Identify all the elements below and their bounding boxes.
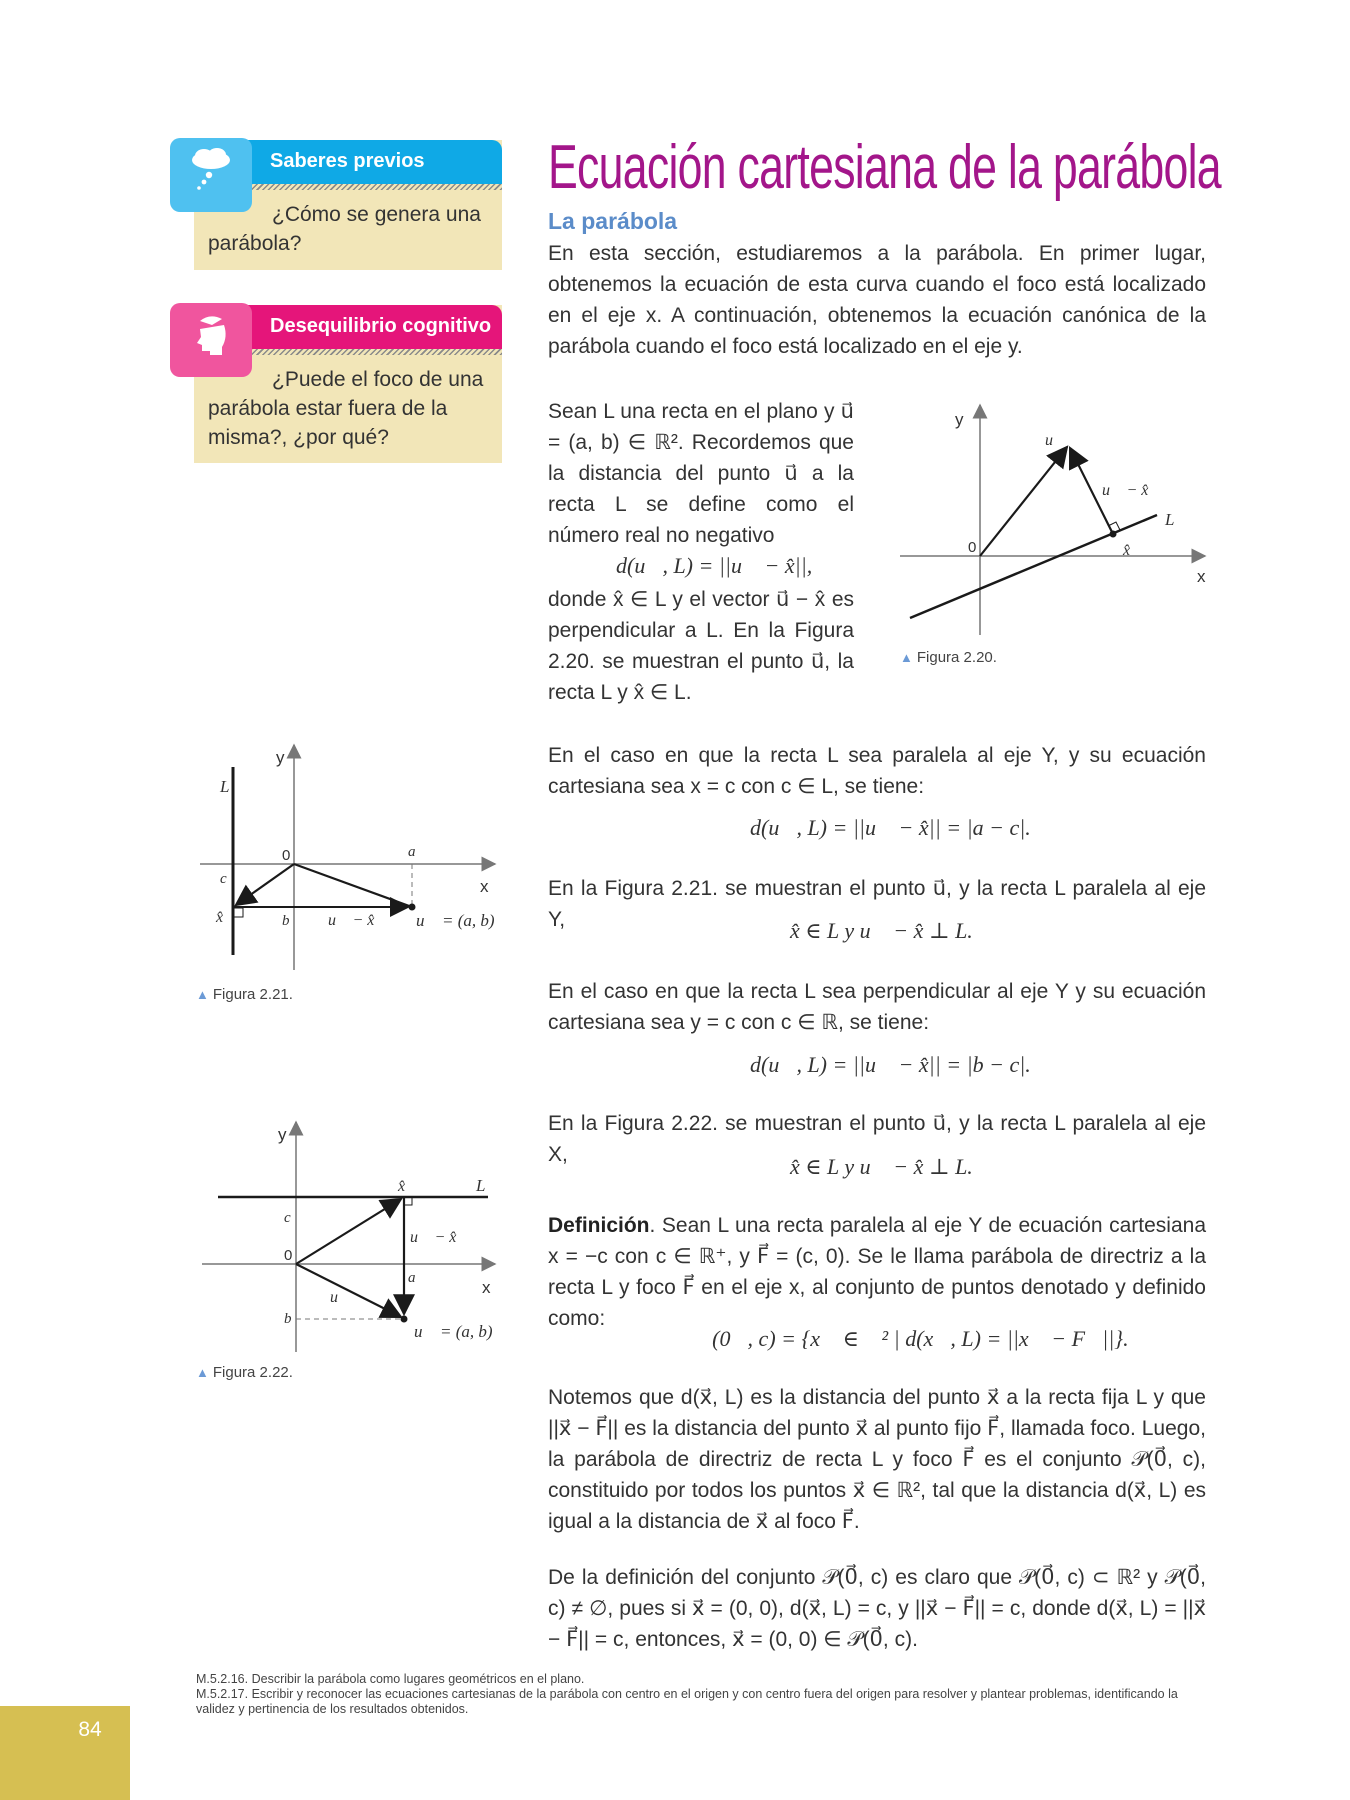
caption-text: Figura 2.21. (212, 986, 293, 1003)
definition-label: Definición (548, 1214, 650, 1237)
case-perpendicular-y-paragraph: En el caso en que la recta L sea perpendicular al eje Y y su ecuación cartesiana sea y = c con c ∈ ℝ, se tiene: (548, 980, 1206, 1034)
desequilibrio-cognitivo-box (194, 305, 502, 463)
label-y: y (278, 1125, 287, 1144)
label-u-minus-xhat: u⃗ − x̂ (410, 1229, 457, 1246)
desequilibrio-cognitivo-title: Desequilibrio cognitivo (270, 315, 492, 337)
vector-u (980, 447, 1067, 556)
line-L (910, 515, 1157, 618)
saberes-previos-title: Saberes previos (270, 150, 425, 172)
case-parallel-y-equation: d(u⃗, L) = ||u⃗ − x̂|| = |a − c|. (750, 815, 1031, 840)
label-a: a (408, 844, 416, 860)
label-L: L (220, 777, 230, 796)
label-origin: 0 (282, 847, 291, 864)
label-y: y (276, 748, 285, 767)
skill-m-5-2-17: M.5.2.17. Escribir y reconocer las ecuaciones cartesianas de la parábola con centro en el origen y con centro fuera del origen para resolver y plantear problemas, identificando la validez y pertinencia de los resultados obtenidos. (196, 1687, 1178, 1716)
label-xhat: x̂ (216, 909, 224, 926)
figure-2-21 (190, 735, 510, 975)
distance-equation: d(u⃗, L) = ||u⃗ − x̂||, (616, 553, 813, 578)
saberes-previos-question: ¿Cómo se genera una parábola? (208, 203, 481, 255)
point-xhat (1110, 531, 1117, 538)
figure-2-22-equation: x̂ ∈ L y u⃗ − x̂ ⊥ L. (790, 1154, 973, 1179)
point-u (409, 904, 416, 911)
saberes-previos-box (194, 140, 502, 270)
figure-2-20-caption (900, 649, 997, 666)
figure-2-22-caption (196, 1364, 293, 1381)
page-number: 84 (78, 1718, 102, 1741)
point-u (401, 1316, 408, 1323)
caption-triangle-icon: ▲ (196, 987, 209, 1002)
label-u-minus-xhat: u⃗ − x̂ (1102, 482, 1149, 499)
figure-2-21-equation: x̂ ∈ L y u⃗ − x̂ ⊥ L. (790, 918, 973, 943)
caption-text: Figura 2.22. (212, 1364, 293, 1381)
case-parallel-y-paragraph: En el caso en que la recta L sea paralela al eje Y, y su ecuación cartesiana sea x = c con c ∈ L, se tiene: (548, 744, 1206, 798)
skill-m-5-2-16: M.5.2.16. Describir la parábola como lugares geométricos en el plano. (196, 1672, 585, 1686)
caption-text: Figura 2.20. (916, 649, 997, 666)
page-title: Ecuación cartesiana de la parábola (548, 133, 1221, 202)
figure-2-21-paragraph: En la Figura 2.21. se muestran el punto u⃗, y la recta L paralela al eje Y, (548, 877, 1206, 931)
label-x: x (480, 877, 489, 896)
label-x: x (482, 1278, 491, 1297)
caption-triangle-icon: ▲ (196, 1365, 209, 1380)
parabola-set-equation: 𝒫(0⃗, c) = {x⃗ ∈ ℝ² | d(x⃗, L) = ||x⃗ − F⃗||}. (695, 1326, 1129, 1351)
vector-origin-to-xhat (296, 1199, 401, 1264)
conclusion-paragraph: De la definición del conjunto 𝒫(0⃗, c) es claro que 𝒫(0⃗, c) ⊂ ℝ² y 𝒫(0⃗, c) ≠ ∅, pues si x⃗ = (0, 0), d(x⃗, L) = c, y ||x⃗ − F⃗|| = c, donde d(x⃗, L) = ||x⃗ − F⃗|| = c, entonces, x⃗ = (0, 0) ∈ 𝒫(0⃗, c). (548, 1566, 1206, 1651)
curriculum-skills-note (196, 1672, 1206, 1717)
case-perpendicular-y-equation: d(u⃗, L) = ||u⃗ − x̂|| = |b − c|. (750, 1052, 1031, 1077)
notemos-paragraph: Notemos que d(x⃗, L) es la distancia del punto x⃗ a la recta fija L y que ||x⃗ − F⃗|| es la distancia del punto x⃗ al punto fijo F⃗, llamada foco. Luego, la parábola de directriz de recta L y foco F⃗ es el conjunto 𝒫(0⃗, c), constituido por todos los puntos x⃗ ∈ ℝ², tal que la distancia d(x⃗, L) es igual a la distancia de x⃗ al foco F⃗. (548, 1386, 1206, 1533)
label-u: u⃗ (330, 1289, 351, 1306)
label-xhat: x̂ (398, 1178, 406, 1195)
caption-triangle-icon: ▲ (900, 650, 913, 665)
label-xhat: x̂ (1123, 542, 1131, 559)
figure-2-20 (895, 395, 1215, 675)
figure-2-21-caption (196, 986, 293, 1003)
label-b: b (282, 913, 290, 929)
distance-paragraph: Sean L una recta en el plano y u⃗ = (a, b) ∈ ℝ². Recordemos que la distancia del punto u⃗ a la recta L se define como el número real no negativo (548, 400, 854, 547)
label-y: y (955, 410, 964, 429)
label-u-minus-xhat: u⃗ − x̂ (328, 912, 375, 929)
definition-text: . Sean L una recta paralela al eje Y de ecuación cartesiana x = −c con c ∈ ℝ⁺, y F⃗ = (c, 0). Se le llama parábola de directriz a la recta L y foco F⃗ en el eje x, al conjunto de puntos denotado y definido como: (548, 1214, 1206, 1330)
distance-paragraph-continued: donde x̂ ∈ L y el vector u⃗ − x̂ es perpendicular a L. En la Figura 2.20. se muestran el punto u⃗, la recta L y x̂ ∈ L. (548, 588, 854, 704)
label-c: c (284, 1210, 291, 1226)
label-b: b (284, 1311, 292, 1327)
intro-paragraph: En esta sección, estudiaremos a la parábola. En primer lugar, obtenemos la ecuación de esta curva cuando el foco está localizado en el eje x. A continuación, obtenemos la ecuación canónica de la parábola cuando el foco está localizado en el eje y. (548, 242, 1206, 358)
label-L: L (1165, 510, 1175, 529)
label-u-point: u⃗ = (a, b) (414, 1322, 493, 1341)
label-origin: 0 (968, 539, 977, 556)
vector-origin-to-xhat (236, 864, 294, 905)
desequilibrio-cognitivo-question: ¿Puede el foco de una parábola estar fuera de la misma?, ¿por qué? (208, 368, 484, 449)
label-c: c (220, 871, 227, 887)
figure-2-22-paragraph: En la Figura 2.22. se muestran el punto u⃗, y la recta L paralela al eje X, (548, 1112, 1206, 1166)
figure-2-22 (190, 1110, 510, 1360)
label-u-point: u⃗ = (a, b) (416, 911, 495, 930)
right-angle-mark (405, 1198, 412, 1205)
segment-origin-to-u (294, 864, 412, 907)
label-x: x (1197, 567, 1206, 586)
label-u: u⃗ (1045, 432, 1066, 449)
label-origin: 0 (284, 1247, 293, 1264)
definition-paragraph (548, 1210, 1206, 1334)
right-angle-mark (234, 908, 243, 917)
section-subtitle: La parábola (548, 208, 678, 234)
label-L: L (476, 1176, 486, 1195)
label-a: a (408, 1270, 416, 1286)
